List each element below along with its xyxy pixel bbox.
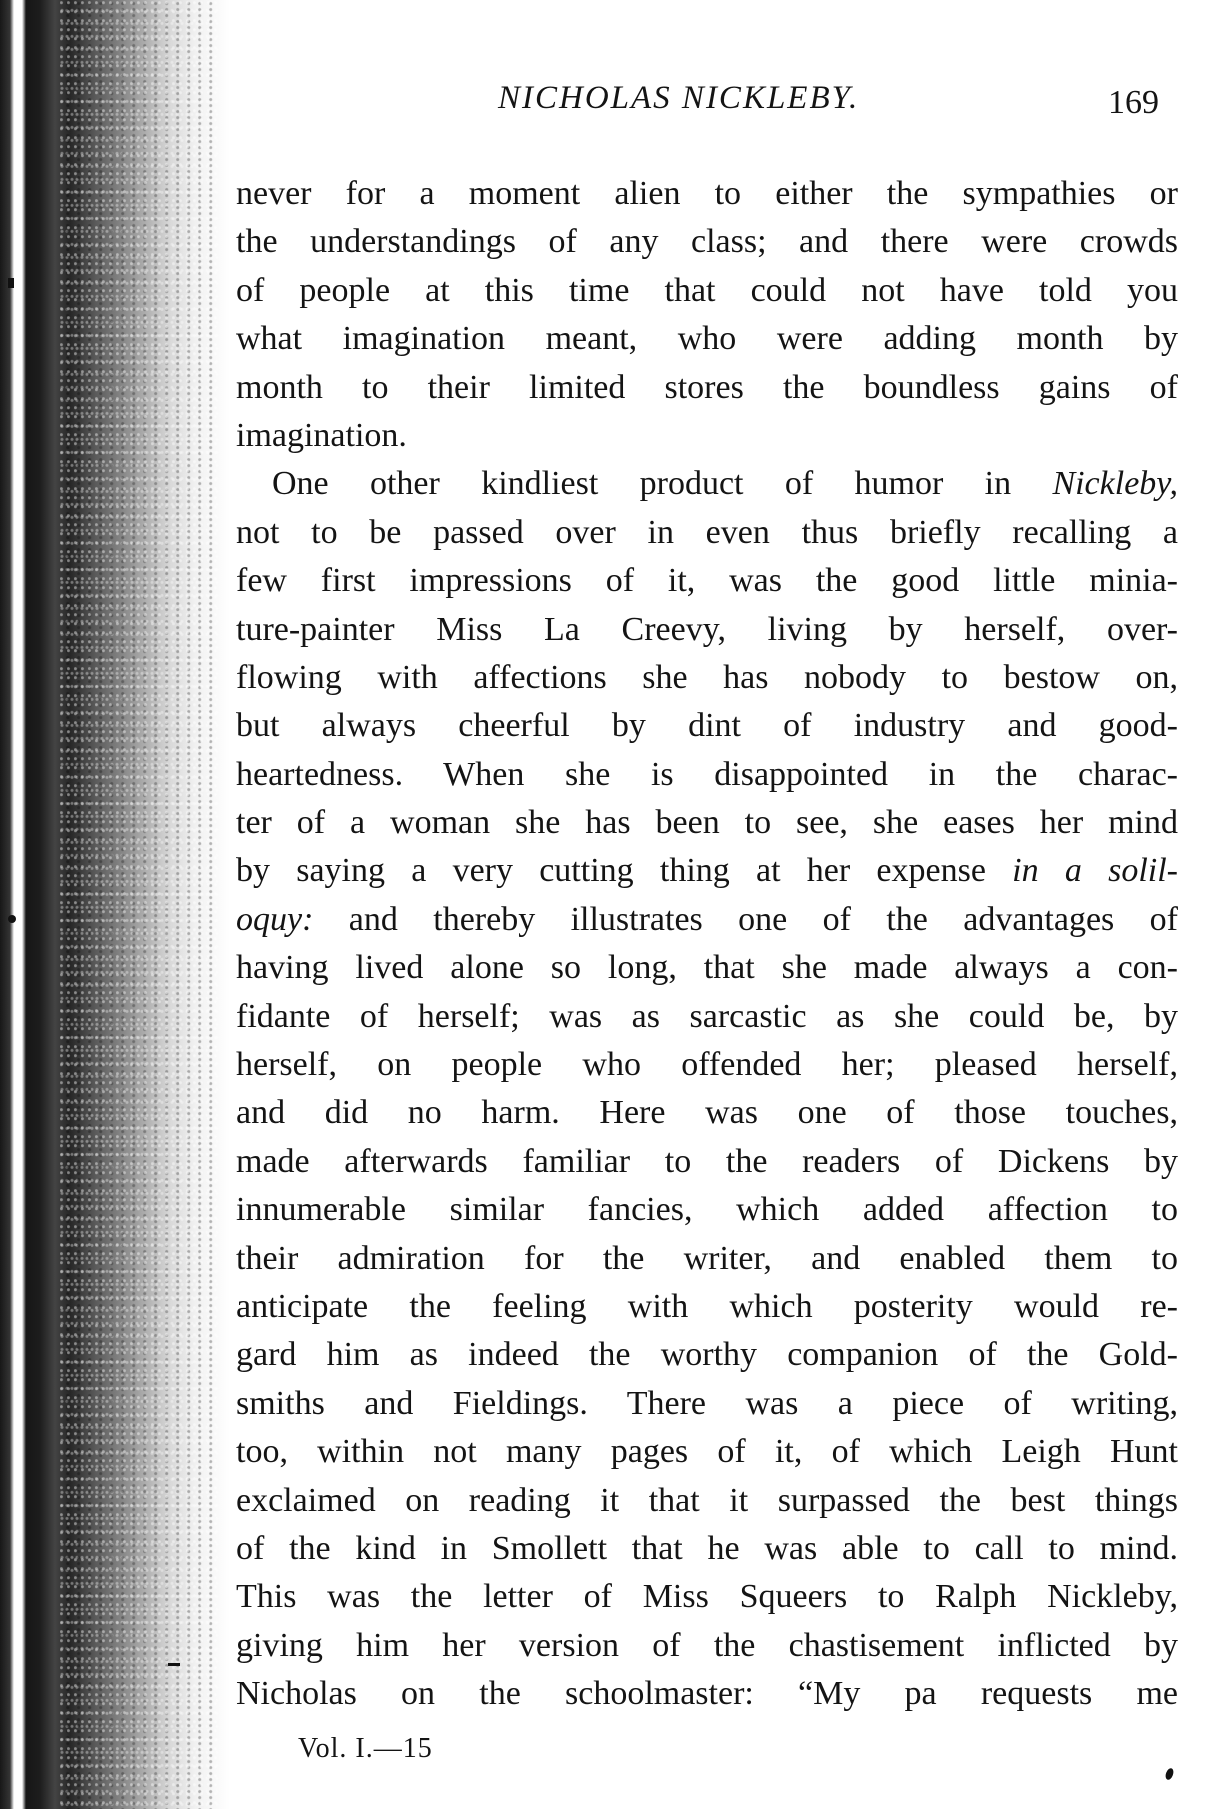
- italic-phrase: in a solil-: [1012, 852, 1178, 890]
- text-line: having lived alone so long, that she made always a con-: [236, 949, 1178, 987]
- text-line: innumerable similar fancies, which added affection to: [236, 1191, 1178, 1229]
- scan-noise: [60, 0, 220, 1809]
- text-line: and did no harm. Here was one of those touches,: [236, 1094, 1178, 1132]
- text-line: ture-painter Miss La Creevy, living by herself, over-: [236, 610, 1178, 648]
- italic-phrase: oquy:: [236, 900, 314, 938]
- text-line: smiths and Fieldings. There was a piece of writing,: [236, 1384, 1178, 1422]
- text-line: flowing with affections she has nobody to bestow on,: [236, 658, 1178, 696]
- page-number: 169: [1108, 84, 1159, 121]
- text-line: ter of a woman she has been to see, she eases her mind: [236, 804, 1178, 842]
- text-line: herself, on people who offended her; pleased herself,: [236, 1046, 1178, 1084]
- text-line: what imagination meant, who were adding month by: [236, 320, 1178, 358]
- text-line: imagination.: [236, 416, 407, 454]
- running-head: NICHOLAS NICKLEBY.: [498, 80, 860, 116]
- text-line: [236, 847, 1178, 895]
- text-run: and thereby illustrates one of the advantages of: [313, 900, 1178, 938]
- text-line: [236, 896, 1178, 944]
- text-line: anticipate the feeling with which posterity would re-: [236, 1287, 1178, 1325]
- text-line: Nicholas on the schoolmaster: “My pa requests me: [236, 1675, 1178, 1713]
- text-line: fidante of herself; was as sarcastic as she could be, by: [236, 997, 1178, 1035]
- text-line: of people at this time that could not have told you: [236, 271, 1178, 309]
- signature-mark: Vol. I.—15: [298, 1733, 433, 1764]
- text-line: giving him her version of the chastisement inflicted by: [236, 1626, 1178, 1664]
- text-line: the understandings of any class; and there were crowds: [236, 223, 1178, 261]
- text-line: of the kind in Smollett that he was able to call to mind.: [236, 1529, 1178, 1567]
- text-line: made afterwards familiar to the readers of Dickens by: [236, 1142, 1178, 1180]
- text-line: gard him as indeed the worthy companion of the Gold-: [236, 1336, 1178, 1374]
- ink-speck: [1164, 1767, 1175, 1781]
- text-line: exclaimed on reading it that it surpassed the best things: [236, 1481, 1178, 1519]
- ink-speck: [8, 278, 14, 288]
- text-line: [236, 460, 1178, 508]
- italic-title: Nickleby,: [1052, 465, 1178, 503]
- ink-speck: [8, 915, 16, 923]
- ink-speck: [168, 1663, 180, 1666]
- text-line: few first impressions of it, was the good little minia-: [236, 562, 1178, 600]
- text-line: not to be passed over in even thus briefly recalling a: [236, 513, 1178, 551]
- text-line: heartedness. When she is disappointed in the charac-: [236, 755, 1178, 793]
- text-line: too, within not many pages of it, of which Leigh Hunt: [236, 1433, 1178, 1471]
- text-run: by saying a very cutting thing at her expense: [236, 852, 1013, 890]
- body-text: [236, 170, 1178, 1719]
- text-line: their admiration for the writer, and enabled them to: [236, 1239, 1178, 1277]
- text-line: but always cheerful by dint of industry and good-: [236, 707, 1178, 745]
- text-line: never for a moment alien to either the sympathies or: [236, 175, 1178, 212]
- text-run: One other kindliest product of humor in: [272, 465, 1053, 503]
- text-line: month to their limited stores the boundless gains of: [236, 368, 1178, 406]
- text-line: This was the letter of Miss Squeers to Ralph Nickleby,: [236, 1578, 1178, 1616]
